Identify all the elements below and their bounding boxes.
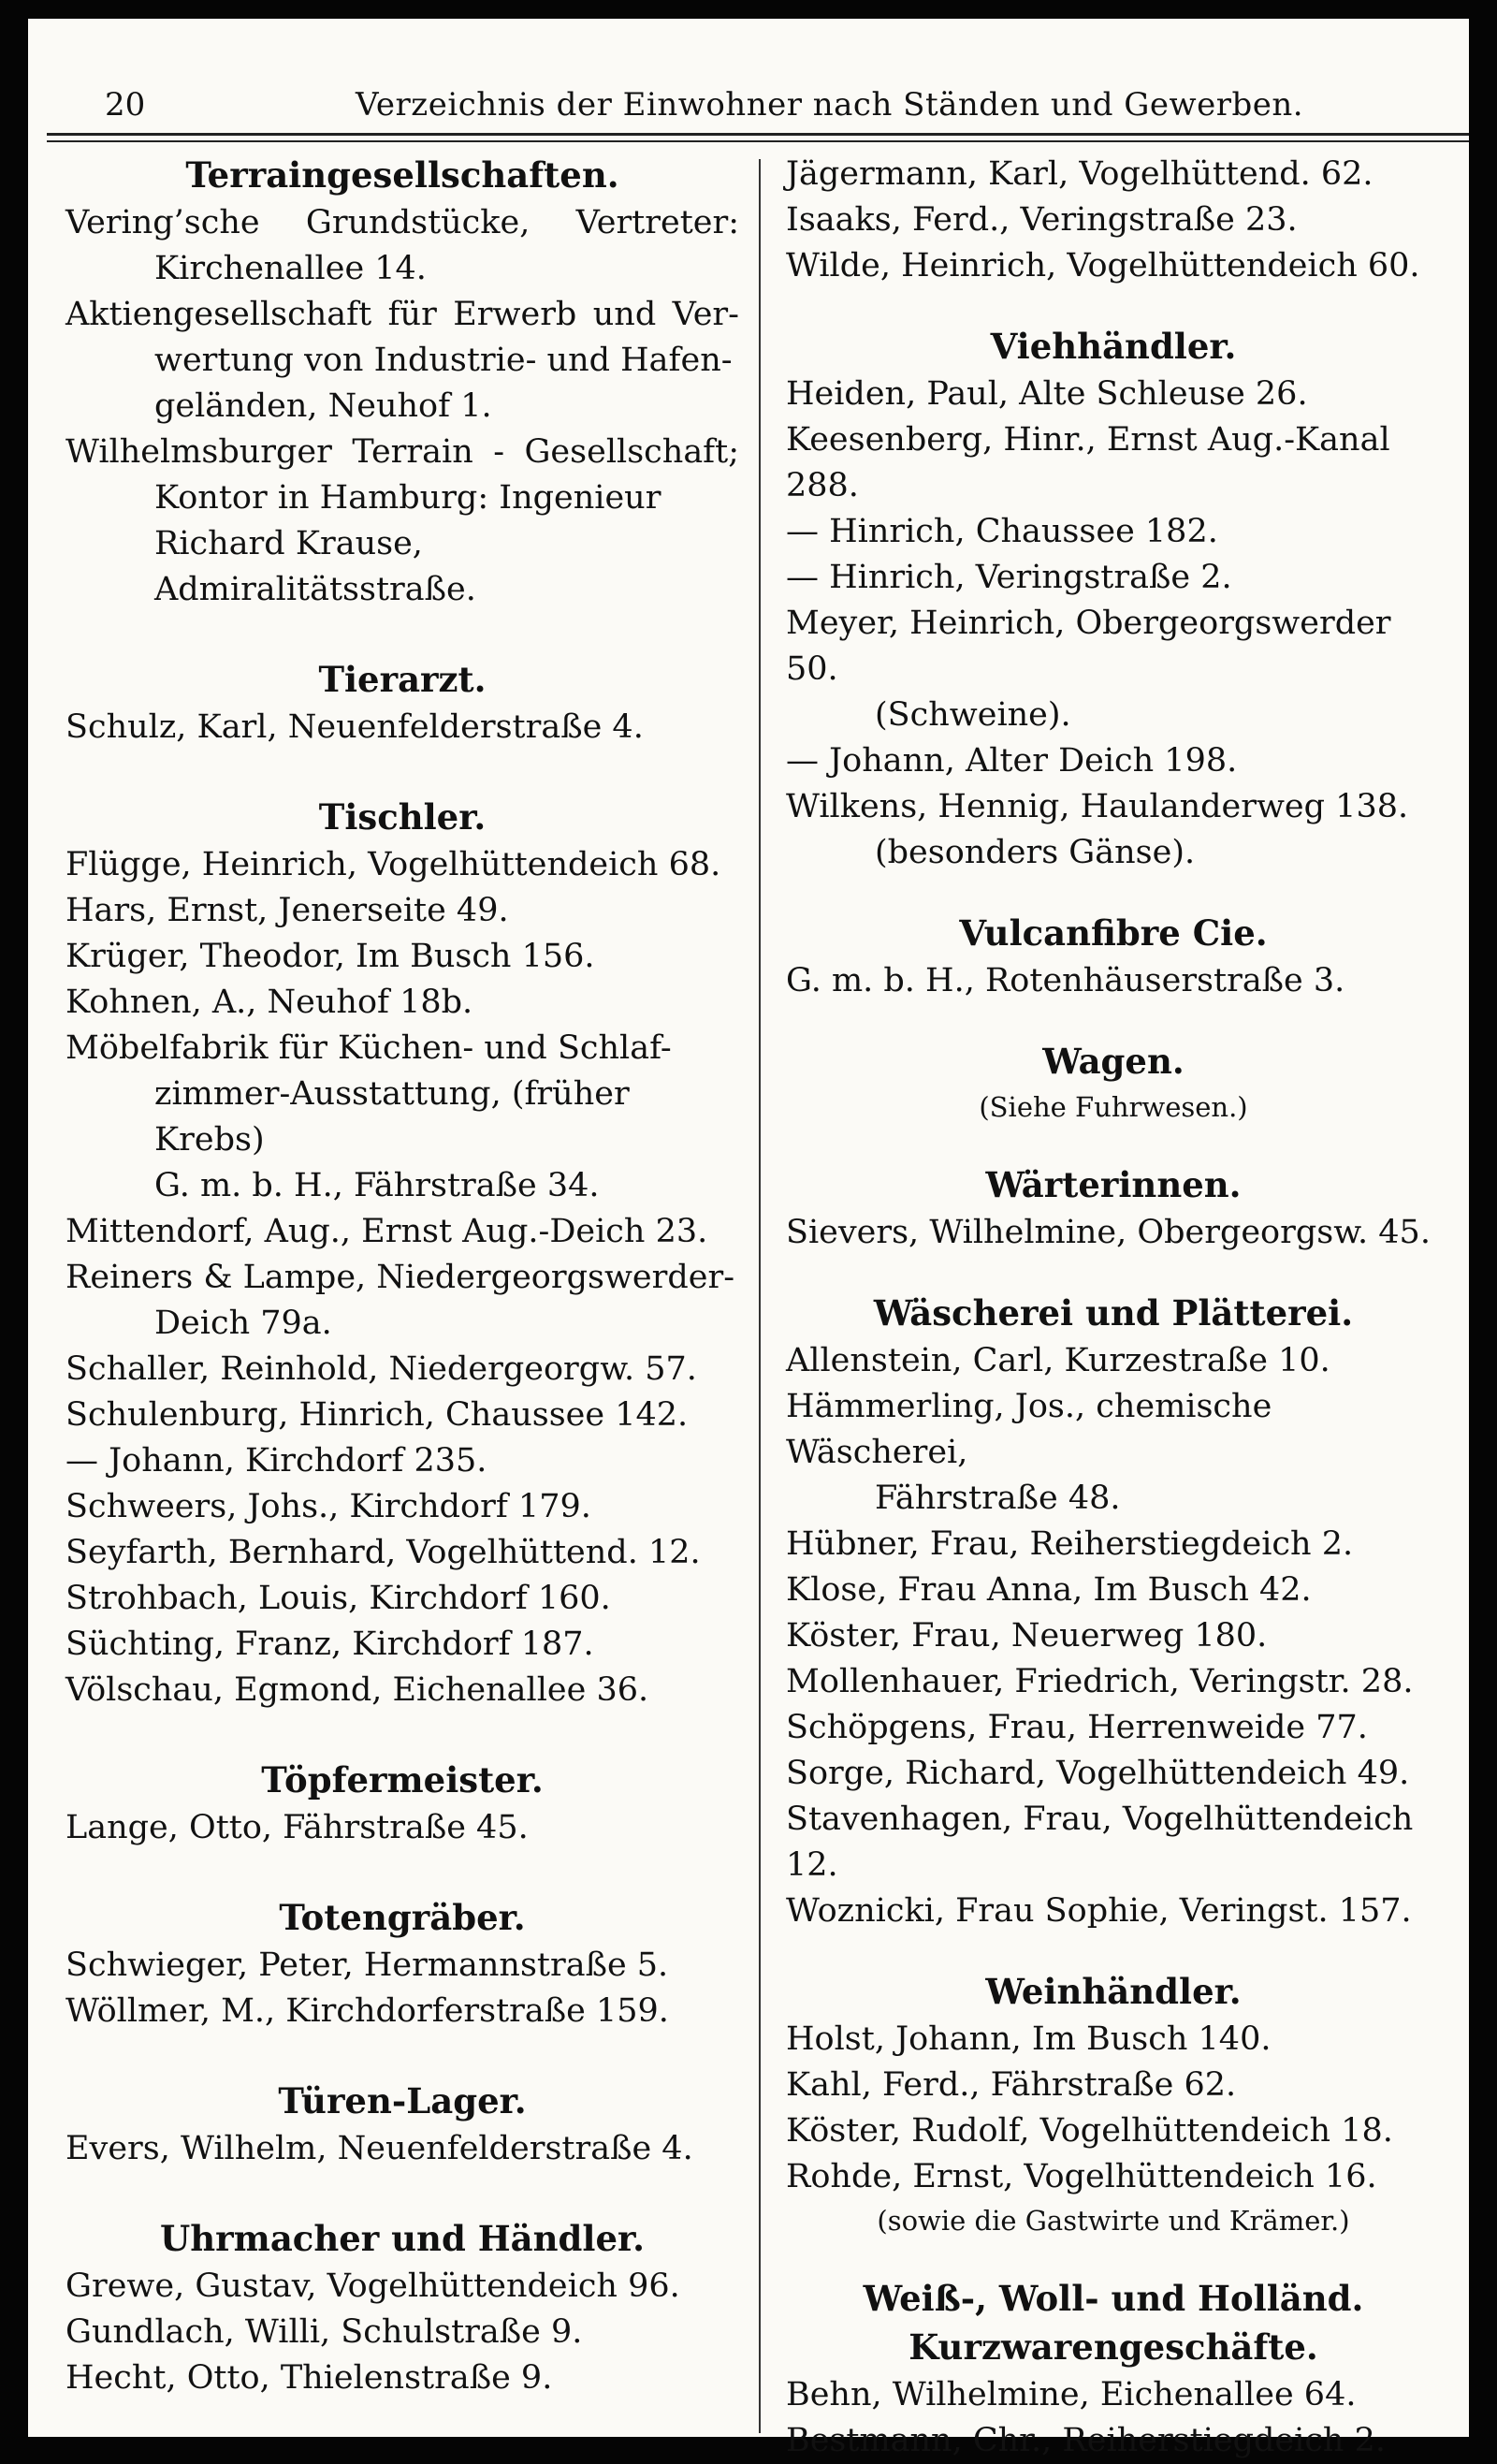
list-item: Sievers, Wilhelmine, Obergeorgsw. 45. [786,1214,1431,1251]
list-item: Hars, Ernst, Jenerseite 49. [65,892,509,929]
right-column [786,152,1441,2464]
section-heading: Wäscherei und Plätterei. [873,1292,1354,1334]
section-continued [786,152,1441,289]
list-item: Aktiengesellschaft für Erwerb und Ver- [65,296,739,333]
list-item: Heiden, Paul, Alte Schleuse 26. [786,375,1308,413]
list-item-continuation: Fährstraße 48. [875,1480,1121,1517]
header-rule [47,133,1469,136]
list-item: Schulz, Karl, Neuenfelderstraße 4. [65,708,644,746]
section-terraingesellschaften [65,152,739,613]
list-item: Schweers, Johs., Kirchdorf 179. [65,1488,591,1525]
list-item: Völschau, Egmond, Eichenallee 36. [65,1671,649,1709]
page [28,19,1469,2459]
list-item: Klose, Frau Anna, Im Busch 42. [786,1571,1312,1609]
list-item: Möbelfabrik für Küchen- und Schlaf- [65,1029,672,1067]
section-vulcanfibre [786,910,1441,1004]
section-weinhaendler [786,1968,1441,2241]
section-tierarzt [65,656,739,751]
list-item-continuation: (Schweine). [875,696,1071,734]
list-item: Grewe, Gustav, Vogelhüttendeich 96. [65,2267,680,2305]
section-waescherei [786,1290,1441,1934]
section-heading: Türen-Lager. [278,2080,527,2121]
list-item: Hübner, Frau, Reiherstiegdeich 2. [786,1525,1354,1563]
section-heading: Wärterinnen. [985,1164,1242,1205]
section-tueren-lager [65,2078,739,2172]
list-item: Kahl, Ferd., Fährstraße 62. [786,2066,1237,2104]
section-heading: Viehhändler. [990,326,1237,367]
list-item: Evers, Wilhelm, Neuenfelderstraße 4. [65,2130,693,2167]
list-item: Behn, Wilhelmine, Eichenallee 64. [786,2376,1357,2413]
list-item: Seyfarth, Bernhard, Vogelhüttend. 12. [65,1534,701,1571]
section-uhrmacher [65,2215,739,2401]
column-divider [759,159,761,2433]
list-item: Allenstein, Carl, Kurzestraße 10. [786,1342,1330,1379]
section-wagen [786,1038,1441,1128]
list-item-continuation: (besonders Gänse). [875,834,1196,871]
list-item: Lange, Otto, Fährstraße 45. [65,1809,529,1846]
list-item: G. m. b. H., Rotenhäuserstraße 3. [786,962,1345,999]
list-item: Woznicki, Frau Sophie, Veringst. 157. [786,1892,1412,1930]
section-heading-line-2: Kurzwarengeschäfte. [908,2326,1318,2368]
list-item: Vering’sche Grundstücke, Vertreter: [65,204,739,241]
section-toepfermeister [65,1757,739,1851]
list-item: Rohde, Ernst, Vogelhüttendeich 16. [786,2158,1377,2195]
page-number: 20 [105,86,146,124]
list-item: — Johann, Kirchdorf 235. [65,1442,487,1480]
list-item: Hecht, Otto, Thielenstraße 9. [65,2359,553,2397]
list-item: Schulenburg, Hinrich, Chaussee 142. [65,1396,689,1434]
list-item: Meyer, Heinrich, Obergeorgswerder 50. [786,605,1391,688]
list-item: Sorge, Richard, Vogelhüttendeich 49. [786,1755,1410,1792]
list-item: Gundlach, Willi, Schulstraße 9. [65,2313,583,2351]
section-viehhaendler [786,323,1441,876]
list-item-continuation: Deich 79a. [154,1305,332,1342]
list-item: Keesenberg, Hinr., Ernst Aug.-Kanal 288. [786,421,1390,504]
section-waerterinnen [786,1161,1441,1256]
list-item: Mollenhauer, Friedrich, Veringstr. 28. [786,1663,1414,1700]
left-column [65,152,739,2401]
section-heading: Weinhändler. [985,1971,1242,2012]
section-heading: Tierarzt. [318,659,487,700]
list-item: Isaaks, Ferd., Veringstraße 23. [786,201,1298,239]
list-item: Stavenhagen, Frau, Vogelhüttendeich 12. [786,1801,1414,1884]
list-item: Krüger, Theodor, Im Busch 156. [65,938,595,975]
list-item-continuation: G. m. b. H., Fährstraße 34. [154,1167,600,1204]
cross-reference-note: (sowie die Gastwirte und Krämer.) [877,2205,1350,2237]
cross-reference-note: (Siehe Fuhrwesen.) [979,1091,1248,1123]
list-item: Hämmerling, Jos., chemische Wäscherei, [786,1388,1272,1471]
section-heading: Tischler. [318,796,487,838]
list-item: — Hinrich, Veringstraße 2. [786,559,1232,596]
list-item-continuation: Richard Krause, Admiralitätsstraße. [154,525,476,608]
list-item: Wöllmer, M., Kirchdorferstraße 159. [65,1992,669,2030]
section-heading: Töpfermeister. [261,1759,544,1801]
page-header [84,86,1413,131]
list-item: Schöpgens, Frau, Herrenweide 77. [786,1709,1368,1746]
list-item: Schwieger, Peter, Hermannstraße 5. [65,1946,669,1984]
list-item: Süchting, Franz, Kirchdorf 187. [65,1626,594,1663]
section-tischler [65,794,739,1713]
list-item: Wilhelmsburger Terrain - Gesellschaft; [65,433,739,471]
list-item: Jägermann, Karl, Vogelhüttend. 62. [786,155,1373,193]
section-heading: Uhrmacher und Händler. [160,2218,645,2259]
list-item: Schaller, Reinhold, Niedergeorgw. 57. [65,1350,697,1388]
list-item: Bestmann, Chr., Reiherstiegdeich 2. [786,2422,1386,2459]
list-item: Strohbach, Louis, Kirchdorf 160. [65,1580,611,1617]
list-item: Flügge, Heinrich, Vogelhüttendeich 68. [65,846,721,883]
section-totengraeber [65,1894,739,2034]
list-item: Köster, Frau, Neuerweg 180. [786,1617,1268,1655]
list-item-continuation: Kontor in Hamburg: Ingenieur [154,479,661,517]
list-item: — Johann, Alter Deich 198. [786,742,1238,780]
running-title: Verzeichnis der Einwohner nach Ständen und Gewerben. [356,86,1304,124]
list-item: Mittendorf, Aug., Ernst Aug.-Deich 23. [65,1213,708,1250]
list-item: Holst, Johann, Im Busch 140. [786,2020,1272,2058]
list-item-continuation: geländen, Neuhof 1. [154,387,492,425]
list-item-continuation: Kirchenallee 14. [154,250,427,287]
list-item: Kohnen, A., Neuhof 18b. [65,984,473,1021]
section-heading: Weiß-, Woll- und Holländ. [863,2278,1364,2319]
header-rule-double [47,140,1469,142]
list-item: Wilde, Heinrich, Vogelhüttendeich 60. [786,247,1420,284]
section-heading: Wagen. [1042,1041,1185,1082]
section-heading: Totengräber. [279,1897,526,1938]
list-item: Reiners & Lampe, Niedergeorgswerder- [65,1259,735,1296]
list-item-continuation: wertung von Industrie- und Hafen- [154,342,733,379]
section-heading: Vulcanfibre Cie. [959,912,1268,954]
list-item: — Hinrich, Chaussee 182. [786,513,1218,550]
section-heading: Terraingesellschaften. [185,154,619,196]
section-weisswaren [786,2275,1441,2464]
list-item: Wilkens, Hennig, Haulanderweg 138. [786,788,1409,825]
list-item-continuation: zimmer-Ausstattung, (früher Krebs) [154,1075,630,1159]
list-item: Köster, Rudolf, Vogelhüttendeich 18. [786,2112,1393,2150]
